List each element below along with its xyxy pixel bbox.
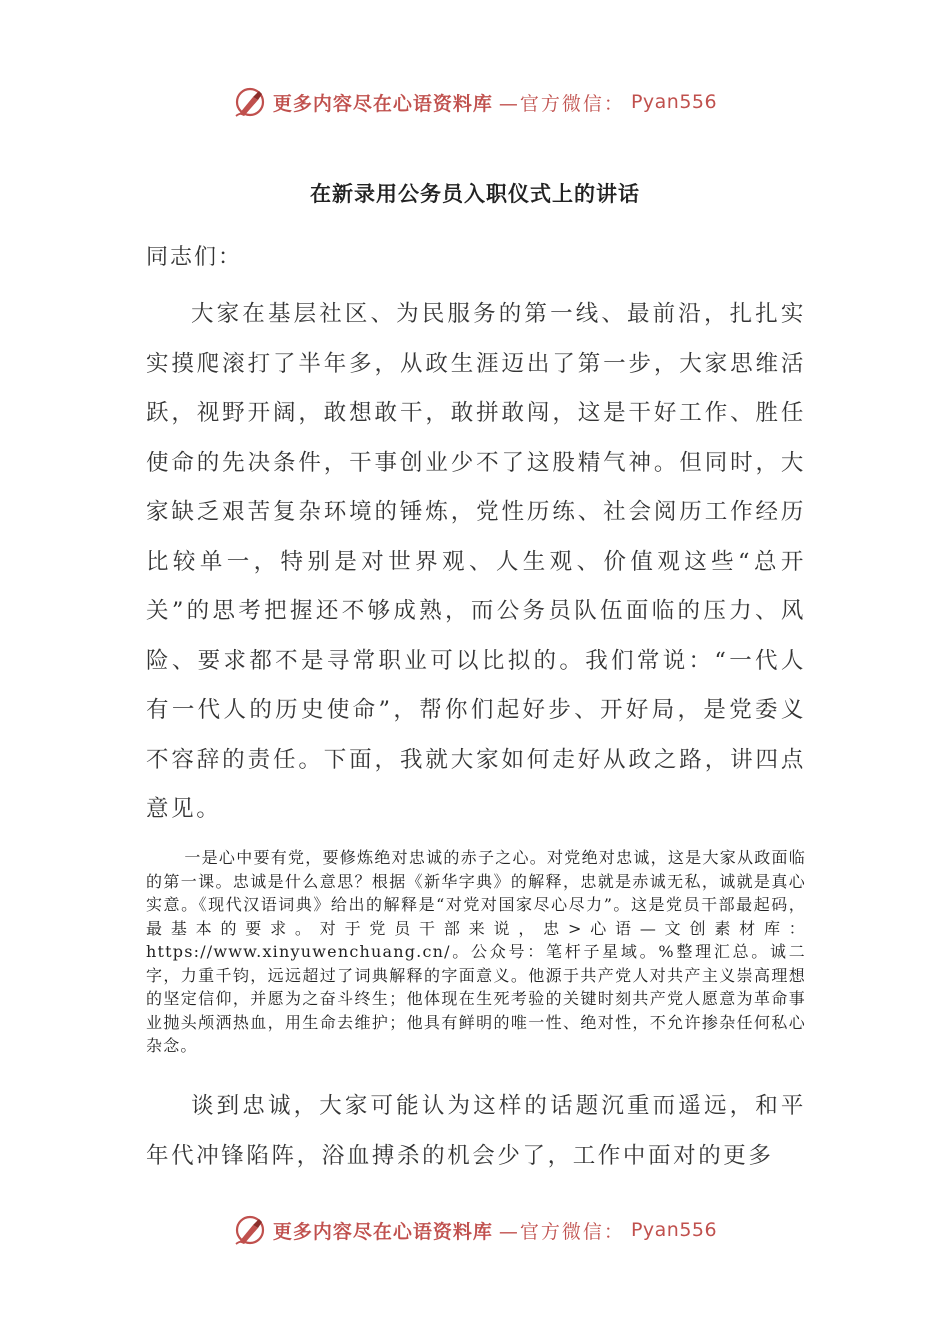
header-watermark-banner (0, 82, 950, 122)
banner-text-library: 更多内容尽在心语资料库 (272, 92, 493, 115)
footer-watermark-banner (0, 1210, 950, 1250)
banner-text-wechat-id: Pyan556 (630, 91, 718, 113)
banner-text-wechat-label: —官方微信： (498, 1220, 625, 1243)
paragraph-point-one: 一是心中要有党，要修炼绝对忠诚的赤子之心。对党绝对忠诚，这是大家从政面临的第一课。忠诚是什么意思？根据《新华字典》的解释，忠就是赤诚无私，诚就是真心实意。《现代汉语词典》给出的解释是“对党对国家尽心尽力”。这是党员干部最起码，最基本的要求。对于党员干部来说，忠>心语—文创素材库：https://www.xinyuwenchuang.cn/。公众号：笔杆子星域。%整理汇总。诚二字，力重千钧，远远超过了词典解释的字面意义。他源于共产党人对共产主义崇高理想的坚定信仰，并愿为之奋斗终生；他体现在生死考验的关键时刻共产党人愿意为革命事业抛头颅洒热血，用生命去维护；他具有鲜明的唯一性、绝对性，不允许掺杂任何私心杂念。 (146, 848, 806, 1055)
pen-nib-logo-icon (233, 85, 267, 119)
banner-text-wechat-label: —官方微信： (498, 92, 625, 115)
pen-nib-logo-icon (233, 1213, 267, 1247)
paragraph-intro: 大家在基层社区、为民服务的第一线、最前沿，扎扎实实摸爬滚打了半年多，从政生涯迈出了第一步，大家思维活跃，视野开阔，敢想敢干，敢拼敢闯，这是干好工作、胜任使命的先决条件，干事创业少不了这股精气神。但同时，大家缺乏艰苦复杂环境的锤炼，党性历练、社会阅历工作经历比较单一，特别是对世界观、人生观、价值观这些“总开关”的思考把握还不够成熟，而公务员队伍面临的压力、风险、要求都不是寻常职业可以比拟的。我们常说：“一代人有一代人的历史使命”，帮你们起好步、开好局，是党委义不容辞的责任。下面，我就大家如何走好从政之路，讲四点意见。 (146, 301, 806, 822)
banner-text-library: 更多内容尽在心语资料库 (272, 1220, 493, 1243)
document-title: 在新录用公务员入职仪式上的讲话 (310, 182, 640, 206)
paragraph-loyalty: 谈到忠诚，大家可能认为这样的话题沉重而遥远，和平年代冲锋陷阵，浴血搏杀的机会少了，工作中面对的更多 (146, 1093, 806, 1169)
speech-greeting: 同志们： (146, 245, 243, 270)
banner-text-wechat-id: Pyan556 (630, 1219, 718, 1241)
